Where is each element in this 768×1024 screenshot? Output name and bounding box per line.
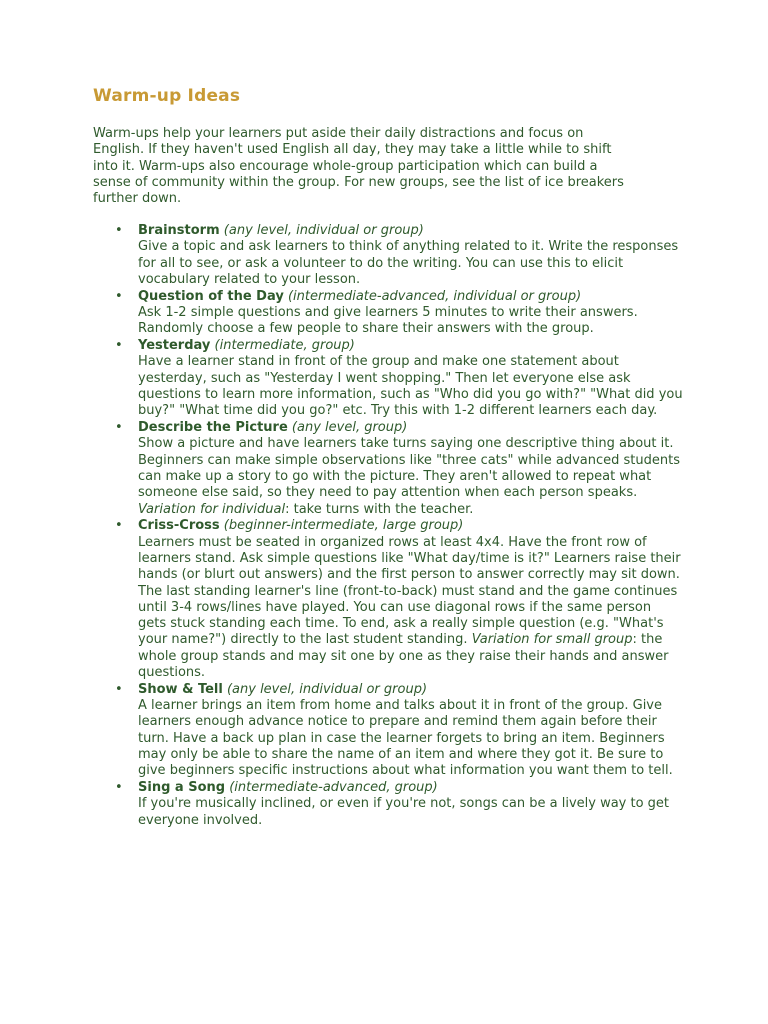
item-note: (any level, individual or group): [226, 681, 428, 697]
item-description-text: Show a picture and have learners take turns saying one descriptive thing about it. Beginners can make simple observations like "three cats" while advanced students can make up a story to go with the picture. They aren't allowed to repeat what someone else said, so they need to pay attention when each person speaks.: [138, 436, 681, 501]
list-item: [115, 518, 683, 681]
bullet-icon: •: [115, 681, 123, 697]
item-note: (any level, group): [291, 420, 408, 436]
item-note: (intermediate-advanced, group): [229, 780, 438, 796]
item-description: Have a learner stand in front of the group and make one statement about yesterday, such as "Yesterday I went shopping." Then let everyone else ask questions to learn more information, such as "Who did you go with?" "What did you buy?" "What time did you go?" etc. Try this with 1-2 different learners each day.: [138, 354, 683, 419]
warmup-list: [115, 223, 683, 829]
item-name: Describe the Picture: [138, 420, 288, 436]
bullet-icon: •: [115, 338, 123, 354]
item-name: Yesterday: [138, 338, 211, 354]
list-item: [115, 420, 683, 518]
list-item: [115, 780, 683, 829]
intro-paragraph: Warm-ups help your learners put aside their daily distractions and focus on English. If they haven't used English all day, they may take a little while to shift into it. Warm-ups also encourage whole-group participation which can build a sense of community within the group. For new groups, see the list of ice breakers further down.: [93, 126, 624, 207]
bullet-icon: •: [115, 518, 123, 534]
variation-label: Variation for individual: [138, 501, 286, 517]
item-description: Ask 1-2 simple questions and give learners 5 minutes to write their answers. Randomly choose a few people to share their answers with the group.: [138, 304, 638, 337]
bullet-icon: •: [115, 780, 123, 796]
item-name: Brainstorm: [138, 223, 220, 238]
item-note: (intermediate-advanced, individual or group): [287, 288, 582, 304]
item-name: Question of the Day: [138, 288, 284, 304]
variation-text: : the whole group stands and may sit one by one as they raise their hands and answer questions.: [138, 632, 669, 681]
item-name: Show & Tell: [138, 681, 223, 697]
item-description: [138, 436, 683, 517]
variation-text: : take turns with the teacher.: [285, 501, 474, 517]
item-note: (beginner-intermediate, large group): [223, 518, 464, 534]
item-note: (any level, individual or group): [223, 223, 424, 238]
item-description: A learner brings an item from home and talks about it in front of the group. Give learners enough advance notice to prepare and remind them again before their turn. Have a back up plan in case the learner forgets to bring an item. Beginners may only be able to share the name of an item and where they got it. Be sure to give beginners specific instructions about what information you want them to tell.: [138, 698, 673, 779]
list-item: [115, 223, 683, 288]
list-item: [115, 338, 683, 419]
item-description: [138, 535, 683, 682]
item-name: Sing a Song: [138, 780, 226, 796]
list-item: [115, 288, 683, 338]
page-title: Warm-up Ideas: [93, 86, 241, 106]
variation-label: Variation for small group: [471, 632, 633, 648]
bullet-icon: •: [115, 223, 123, 238]
item-description-text: Learners must be seated in organized rows at least 4x4. Have the front row of learners stand. Ask simple questions like "What day/time is it?" Learners raise their hands (or blurt out answers) and the first person to answer correctly may sit down. The last standing learner's line (front-to-back) must stand and the game continues until 3-4 rows/lines have played. You can use diagonal rows if the same person gets stuck standing each time. To end, ask a really simple question (e.g. "What's your name?") directly to the last student standing.: [138, 534, 681, 648]
list-item: [115, 681, 683, 780]
item-note: (intermediate, group): [214, 338, 355, 354]
item-name: Criss-Cross: [138, 518, 220, 534]
item-description: If you're musically inclined, or even if you're not, songs can be a lively way to get everyone involved.: [138, 796, 670, 828]
item-description: Give a topic and ask learners to think of anything related to it. Write the responses for all to see, or ask a volunteer to do the writing. You can use this to elicit vocabulary related to your lesson.: [138, 239, 679, 287]
bullet-icon: •: [115, 420, 123, 436]
bullet-icon: •: [115, 288, 123, 304]
